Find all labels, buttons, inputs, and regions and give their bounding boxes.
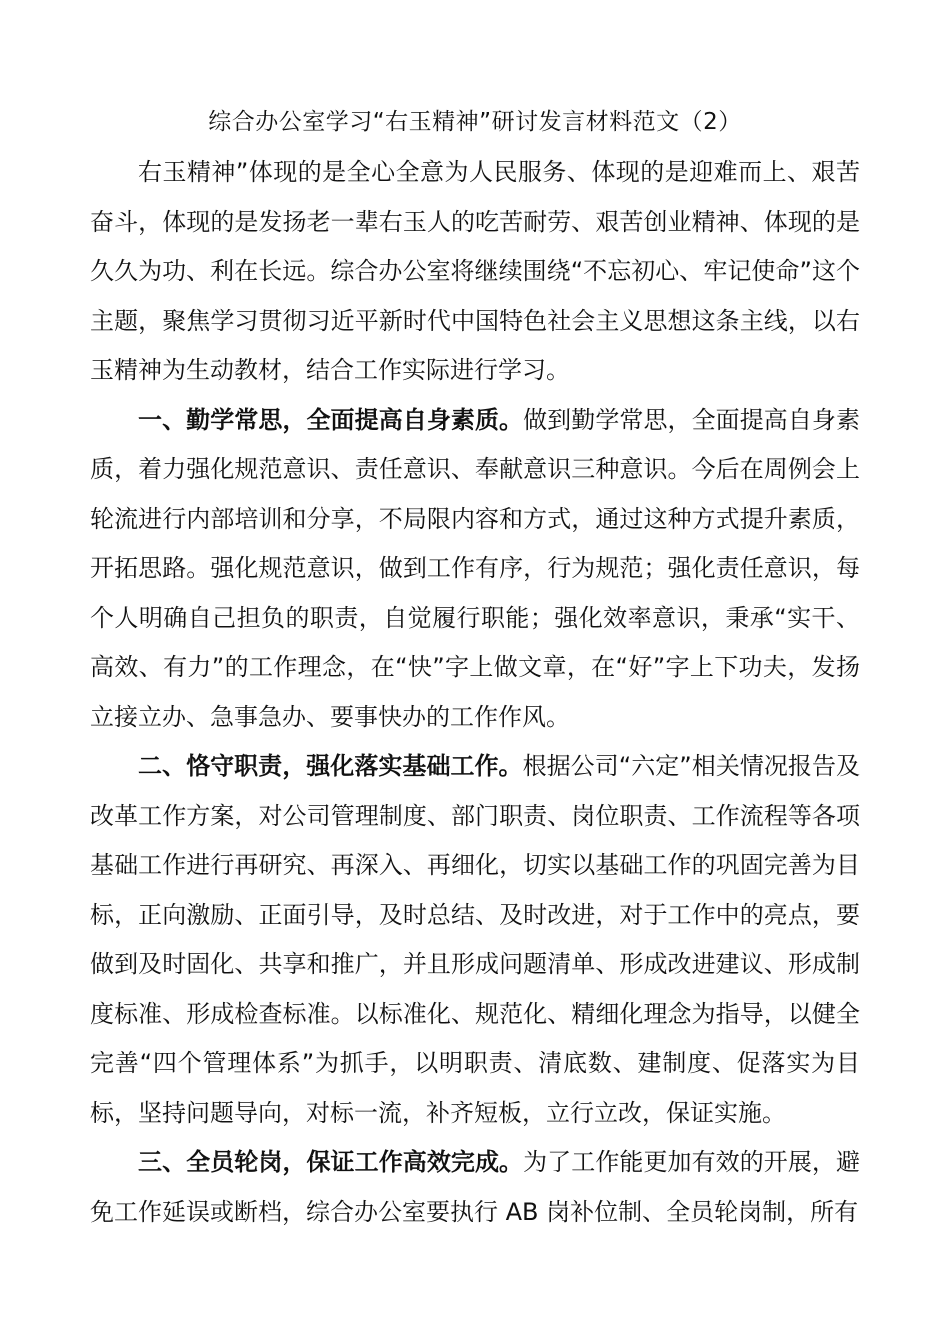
section-3-paragraph xyxy=(90,1138,860,1237)
section-3-heading: 三、全员轮岗，保证工作高效完成。 xyxy=(138,1148,524,1176)
section-2-heading: 二、恪守职责，强化落实基础工作。 xyxy=(138,752,523,780)
section-1-body: 做到勤学常思，全面提高自身素质，着力强化规范意识、责任意识、奉献意识三种意识。今后在周例会上轮流进行内部培训和分享，不局限内容和方式，通过这种方式提升素质，开拓思路。强化规范意识，做到工作有序，行为规范；强化责任意识，每个人明确自己担负的职责，自觉履行职能；强化效率意识，秉承“实干、高效、有力”的工作理念，在“快”字上做文章，在“好”字上下功夫，发扬立接立办、急事急办、要事快办的工作作风。 xyxy=(90,405,861,731)
document-title: 综合办公室学习“右玉精神”研讨发言材料范文（2） xyxy=(208,109,742,135)
section-1-heading: 一、勤学常思，全面提高自身素质。 xyxy=(138,405,524,434)
intro-paragraph: 右玉精神”体现的是全心全意为人民服务、体现的是迎难而上、艰苦奋斗，体现的是发扬老一辈右玉人的吃苦耐劳、艰苦创业精神、体现的是久久为功、利在长远。综合办公室将继续围绕“不忘初心、牢记使命”这个主题，聚焦学习贯彻习近平新时代中国特色社会主义思想这条主线，以右玉精神为生动教材，结合工作实际进行学习。 xyxy=(90,158,860,384)
section-3-body: 为了工作能更加有效的开展，避免工作延误或断档，综合办公室要执行 AB 岗补位制、全员轮岗制，所有 xyxy=(90,1148,861,1226)
section-1-paragraph xyxy=(90,396,860,743)
document-page xyxy=(90,100,860,1237)
section-2-body: 根据公司“六定”相关情况报告及改革工作方案，对公司管理制度、部门职责、岗位职责、工作流程等各项基础工作进行再研究、再深入、再细化，切实以基础工作的巩固完善为目标，正向激励、正面引导，及时总结、及时改进，对于工作中的亮点，要做到及时固化、共享和推广，并且形成问题清单、形成改进建议、形成制度标准、形成检查标准。以标准化、规范化、精细化理念为指导，以健全完善“四个管理体系”为抓手，以明职责、清底数、建制度、促落实为目标，坚持问题导向，对标一流，补齐短板，立行立改，保证实施。 xyxy=(90,752,861,1127)
section-2-paragraph xyxy=(90,742,860,1138)
